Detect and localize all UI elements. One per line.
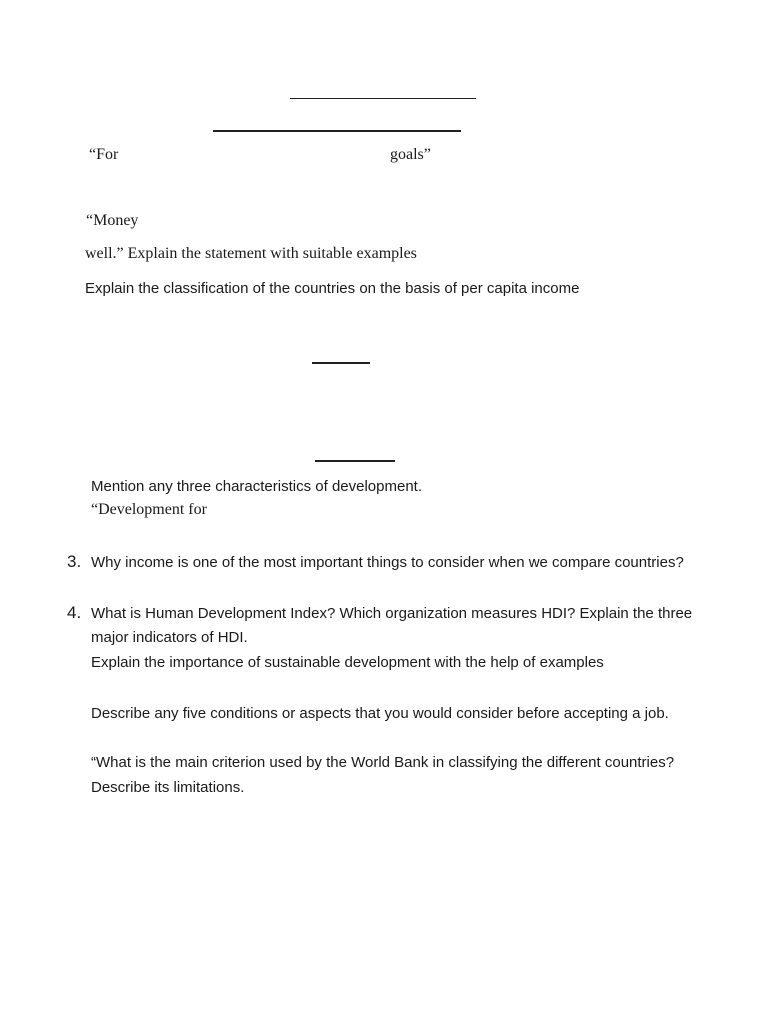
classification-question: Explain the classification of the countries on the basis of per capita income (85, 280, 580, 297)
world-bank-limitations: Describe its limitations. (91, 779, 245, 796)
question-3-number: 3. (67, 552, 82, 571)
question-4-text: What is Human Development Index? Which organization measures HDI? Explain the three (91, 605, 693, 622)
question-3-text: Why income is one of the most important things to consider when we compare countries? (91, 554, 684, 571)
goals-quote-end: goals” (390, 146, 431, 163)
characteristics-question: Mention any three characteristics of development. (91, 478, 423, 495)
well-explain-line: well.” Explain the statement with suitable examples (85, 245, 417, 262)
sustainable-development-question: Explain the importance of sustainable development with the help of examples (91, 654, 604, 671)
for-quote-start: “For (89, 146, 119, 163)
title-rule-2 (213, 130, 461, 132)
development-for-line: “Development for (91, 501, 207, 518)
money-quote-start: “Money (86, 212, 139, 229)
world-bank-question: “What is the main criterion used by the World Bank in classifying the different countries? (91, 754, 675, 771)
title-rule-1 (290, 98, 476, 99)
question-4-number: 4. (67, 603, 82, 622)
section-rule-1 (312, 362, 370, 364)
section-rule-2 (315, 460, 395, 462)
question-4-continuation: major indicators of HDI. (91, 629, 248, 646)
job-conditions-question: Describe any five conditions or aspects that you would consider before accepting a job. (91, 705, 669, 722)
